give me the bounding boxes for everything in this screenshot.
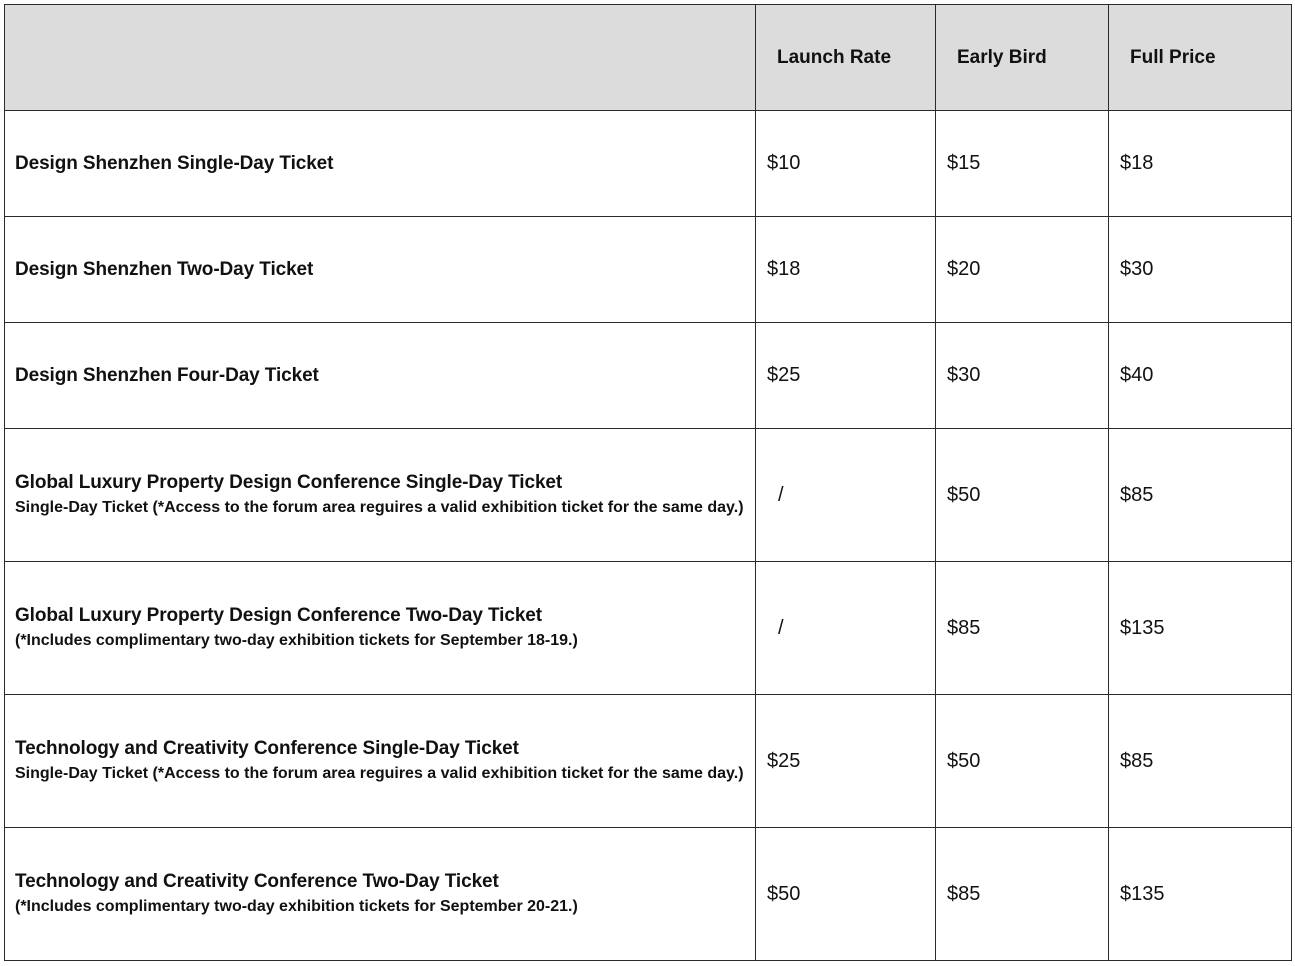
ticket-title: Design Shenzhen Single-Day Ticket xyxy=(15,152,334,174)
ticket-name-cell xyxy=(5,323,756,429)
header-ticket-type xyxy=(5,5,756,111)
table-row xyxy=(5,323,1292,429)
ticket-note: Single-Day Ticket (*Access to the forum area reguires a valid exhibition ticket for the same day.) xyxy=(15,765,744,782)
table-row xyxy=(5,111,1292,217)
early-bird-cell: $15 xyxy=(936,111,1109,217)
ticket-name-cell xyxy=(5,828,756,961)
launch-rate-cell: $50 xyxy=(756,828,936,961)
launch-rate-cell: $10 xyxy=(756,111,936,217)
ticket-note: (*Includes complimentary two-day exhibition tickets for September 20-21.) xyxy=(15,898,578,915)
early-bird-cell: $85 xyxy=(936,562,1109,695)
full-price-cell: $85 xyxy=(1109,695,1292,828)
full-price-cell: $18 xyxy=(1109,111,1292,217)
launch-rate-cell: / xyxy=(756,562,936,695)
ticket-note: Single-Day Ticket (*Access to the forum area reguires a valid exhibition ticket for the same day.) xyxy=(15,499,744,516)
full-price-cell: $30 xyxy=(1109,217,1292,323)
full-price-cell: $135 xyxy=(1109,828,1292,961)
table-row xyxy=(5,429,1292,562)
early-bird-cell: $50 xyxy=(936,429,1109,562)
full-price-cell: $40 xyxy=(1109,323,1292,429)
ticket-name-cell xyxy=(5,429,756,562)
table-row xyxy=(5,217,1292,323)
ticket-name-cell xyxy=(5,217,756,323)
ticket-title: Global Luxury Property Design Conference Single-Day Ticket xyxy=(15,472,563,493)
launch-rate-cell: $25 xyxy=(756,323,936,429)
header-full-price: Full Price xyxy=(1109,5,1292,111)
launch-rate-cell: $25 xyxy=(756,695,936,828)
launch-rate-cell: / xyxy=(756,429,936,562)
early-bird-cell: $50 xyxy=(936,695,1109,828)
full-price-cell: $85 xyxy=(1109,429,1292,562)
ticket-name-cell xyxy=(5,562,756,695)
early-bird-cell: $20 xyxy=(936,217,1109,323)
table-row xyxy=(5,695,1292,828)
early-bird-cell: $30 xyxy=(936,323,1109,429)
ticket-title: Technology and Creativity Conference Two-Day Ticket xyxy=(15,871,499,892)
table-row xyxy=(5,562,1292,695)
ticket-name-cell xyxy=(5,111,756,217)
early-bird-cell: $85 xyxy=(936,828,1109,961)
table-row xyxy=(5,828,1292,961)
full-price-cell: $135 xyxy=(1109,562,1292,695)
ticket-note: (*Includes complimentary two-day exhibition tickets for September 18-19.) xyxy=(15,632,578,649)
ticket-title: Technology and Creativity Conference Single-Day Ticket xyxy=(15,738,519,759)
ticket-title: Design Shenzhen Four-Day Ticket xyxy=(15,364,319,386)
header-launch-rate: Launch Rate xyxy=(756,5,936,111)
ticket-title: Global Luxury Property Design Conference Two-Day Ticket xyxy=(15,605,542,626)
pricing-table-container xyxy=(4,4,1292,961)
ticket-title: Design Shenzhen Two-Day Ticket xyxy=(15,258,314,280)
header-row xyxy=(5,5,1292,111)
ticket-pricing-table xyxy=(4,4,1292,961)
launch-rate-cell: $18 xyxy=(756,217,936,323)
header-early-bird: Early Bird xyxy=(936,5,1109,111)
ticket-name-cell xyxy=(5,695,756,828)
